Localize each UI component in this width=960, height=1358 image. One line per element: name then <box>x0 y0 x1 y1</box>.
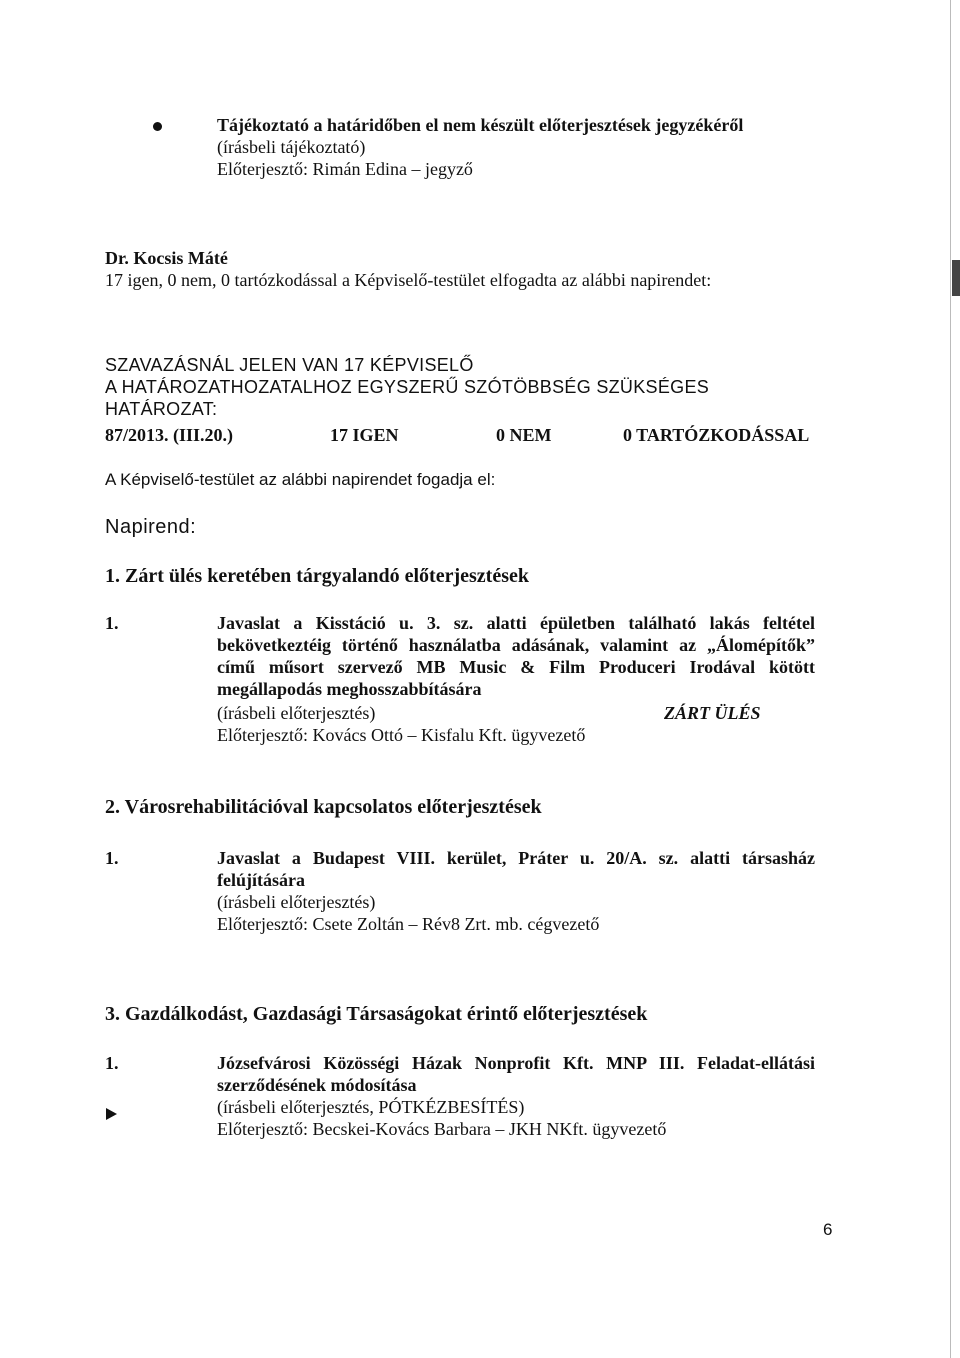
section-3-item-number: 1. <box>105 1053 119 1073</box>
voting-line-1: SZAVAZÁSNÁL JELEN VAN 17 KÉPVISELŐ <box>105 355 474 375</box>
voting-line-3: HATÁROZAT: <box>105 399 218 419</box>
info-item-presenter: Előterjesztő: Rimán Edina – jegyző <box>217 159 473 179</box>
section-2-item-presenter: Előterjesztő: Csete Zoltán – Rév8 Zrt. mb. cégvezető <box>217 914 600 934</box>
bullet-icon <box>153 122 162 131</box>
section-1-item-line-1: Javaslat a Kisstáció u. 3. sz. alatti épületben található lakás feltétel <box>217 613 815 633</box>
section-3-heading: 3. Gazdálkodást, Gazdasági Társaságokat érintő előterjesztések <box>105 1003 648 1025</box>
section-1-heading: 1. Zárt ülés keretében tárgyalandó előterjesztések <box>105 565 529 587</box>
section-1-item-line-2: bekövetkeztéig történő használatba adásának, valamint az „Álomépítők” <box>217 635 815 655</box>
accept-text: A Képviselő-testület az alábbi napirendet fogadja el: <box>105 470 496 489</box>
triangle-marker-icon <box>106 1108 117 1120</box>
resolution-number: 87/2013. (III.20.) <box>105 425 234 445</box>
section-1-item-note: (írásbeli előterjesztés) <box>217 703 376 723</box>
info-item-title: Tájékoztató a határidőben el nem készült előterjesztések jegyzékéről <box>217 115 744 135</box>
agenda-title: Napirend: <box>105 516 197 538</box>
section-2-item-line-2: felújítására <box>217 870 305 890</box>
speaker-name: Dr. Kocsis Máté <box>105 248 228 268</box>
page-edge-line <box>950 0 951 1358</box>
voting-line-2: A HATÁROZATHOZATALHOZ EGYSZERŰ SZÓTÖBBSÉG SZÜKSÉGES <box>105 377 710 397</box>
section-1-item-number: 1. <box>105 613 119 633</box>
section-2-item-note: (írásbeli előterjesztés) <box>217 892 376 912</box>
vote-yes: 17 IGEN <box>330 425 399 445</box>
section-2-heading: 2. Városrehabilitációval kapcsolatos előterjesztések <box>105 796 542 818</box>
section-1-item-line-3: című műsort szervező MB Music & Film Produceri Irodával kötött <box>217 657 815 677</box>
page-edge-mark <box>952 260 960 296</box>
section-2-item-number: 1. <box>105 848 119 868</box>
section-3-item-note: (írásbeli előterjesztés, PÓTKÉZBESÍTÉS) <box>217 1097 525 1117</box>
section-3-item-line-1: Józsefvárosi Közösségi Házak Nonprofit Kft. MNP III. Feladat-ellátási <box>217 1053 815 1073</box>
section-3-item-line-2: szerződésének módosítása <box>217 1075 417 1095</box>
section-2-item-line-1: Javaslat a Budapest VIII. kerület, Práter u. 20/A. sz. alatti társasház <box>217 848 815 868</box>
vote-abstain: 0 TARTÓZKODÁSSAL <box>623 425 810 445</box>
closed-session-label: ZÁRT ÜLÉS <box>664 703 761 723</box>
info-item-note: (írásbeli tájékoztató) <box>217 137 366 157</box>
section-1-item-line-4: megállapodás meghosszabbítására <box>217 679 482 699</box>
page-number: 6 <box>823 1220 833 1239</box>
section-1-item-presenter: Előterjesztő: Kovács Ottó – Kisfalu Kft. ügyvezető <box>217 725 586 745</box>
section-3-item-presenter: Előterjesztő: Becskei-Kovács Barbara – JKH NKft. ügyvezető <box>217 1119 667 1139</box>
speaker-vote-text: 17 igen, 0 nem, 0 tartózkodással a Képviselő-testület elfogadta az alábbi napirendet: <box>105 270 712 290</box>
vote-no: 0 NEM <box>496 425 552 445</box>
